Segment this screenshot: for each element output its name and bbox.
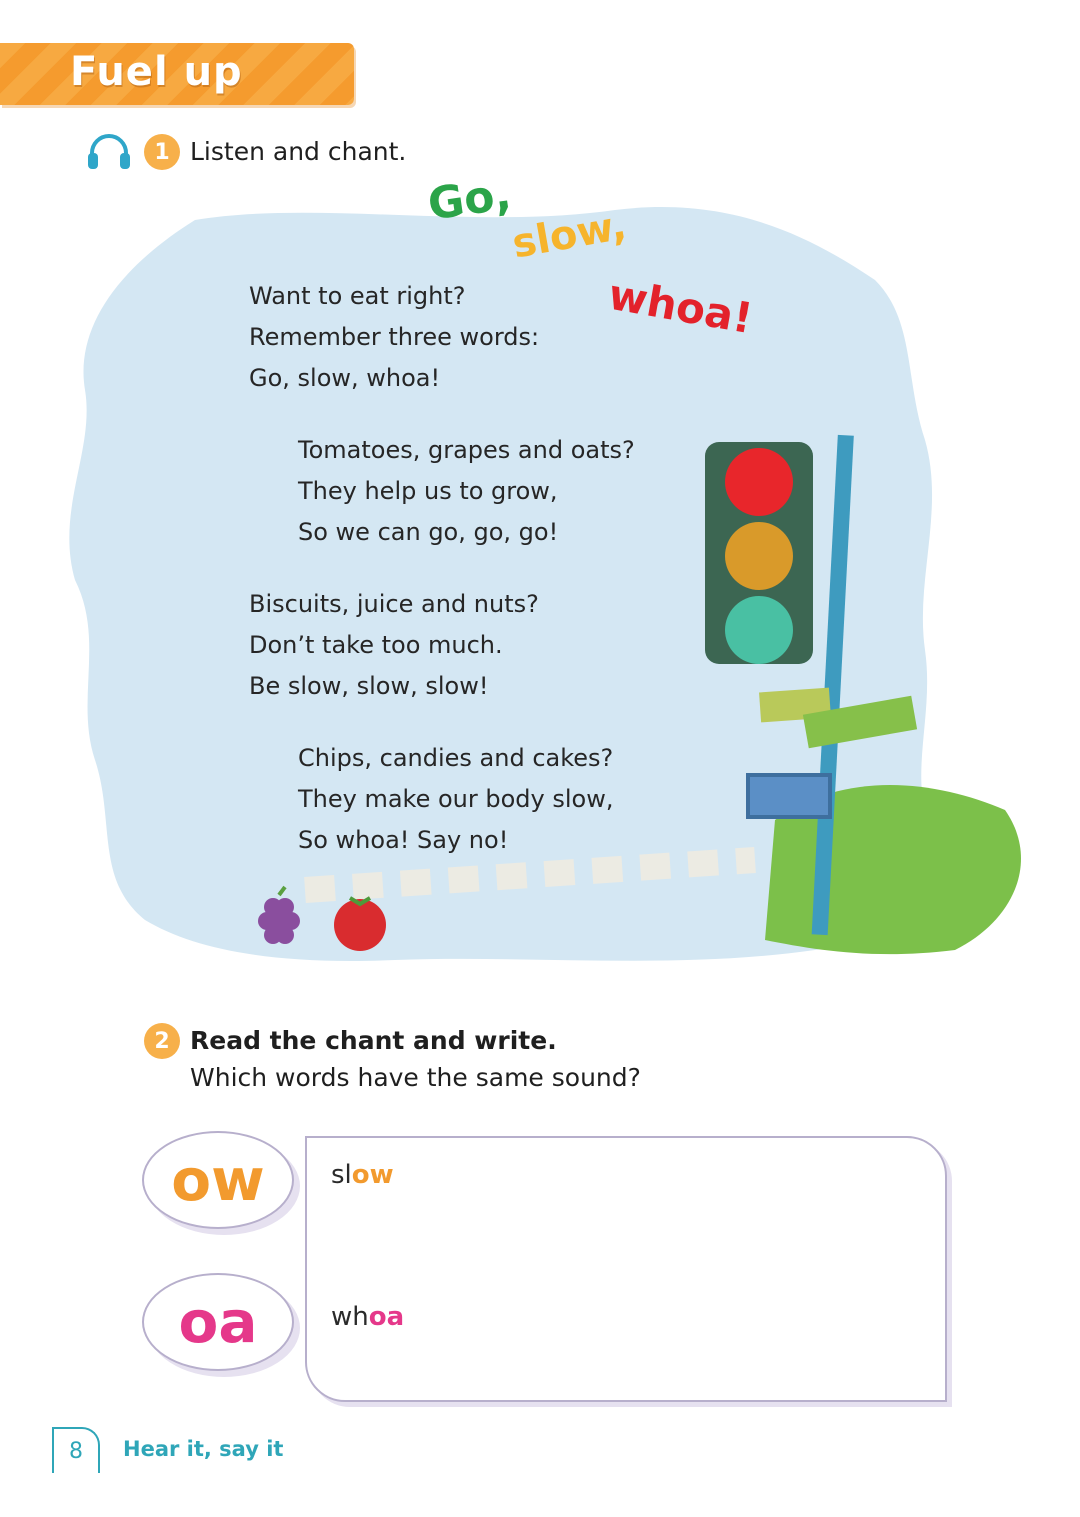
chant-line: Remember three words: [249,323,540,351]
amber-light [725,522,793,590]
activity-1-number: 1 [144,134,180,170]
activity-2-instruction: Read the chant and write. [190,1026,557,1055]
chant-line: They help us to grow, [298,477,558,505]
footer-section-title: Hear it, say it [123,1437,284,1461]
chant-line: Chips, candies and cakes? [298,744,614,772]
chant-line: So whoa! Say no! [298,826,509,854]
chant-line: Go, slow, whoa! [249,364,441,392]
chant-word-slow: slow, [508,202,630,268]
answer-box[interactable] [305,1136,947,1402]
chant-line: Don’t take too much. [249,631,503,659]
chant-line: Tomatoes, grapes and oats? [298,436,635,464]
chant-word-whoa: whoa! [604,269,757,344]
answer-oa[interactable]: whoa [331,1302,405,1332]
activity-2-number: 2 [144,1023,180,1059]
activity-2-question: Which words have the same sound? [190,1063,641,1092]
chant-line: Want to eat right? [249,282,466,310]
section-title: Fuel up [70,49,243,95]
page-number: 8 [52,1427,100,1473]
chant-line: Biscuits, juice and nuts? [249,590,539,618]
red-light [725,448,793,516]
sound-oval-oa: oa [142,1273,294,1371]
chant-line: They make our body slow, [298,785,614,813]
headphones-icon[interactable] [86,133,132,171]
activity-1-instruction: Listen and chant. [190,137,407,166]
chant-line: So we can go, go, go! [298,518,559,546]
green-light [725,596,793,664]
answer-ow[interactable]: slow [331,1160,394,1190]
chant-background-illustration [55,180,1035,980]
chant-line: Be slow, slow, slow! [249,672,489,700]
sound-oval-ow: ow [142,1131,294,1229]
chant-word-go: Go, [424,168,515,231]
